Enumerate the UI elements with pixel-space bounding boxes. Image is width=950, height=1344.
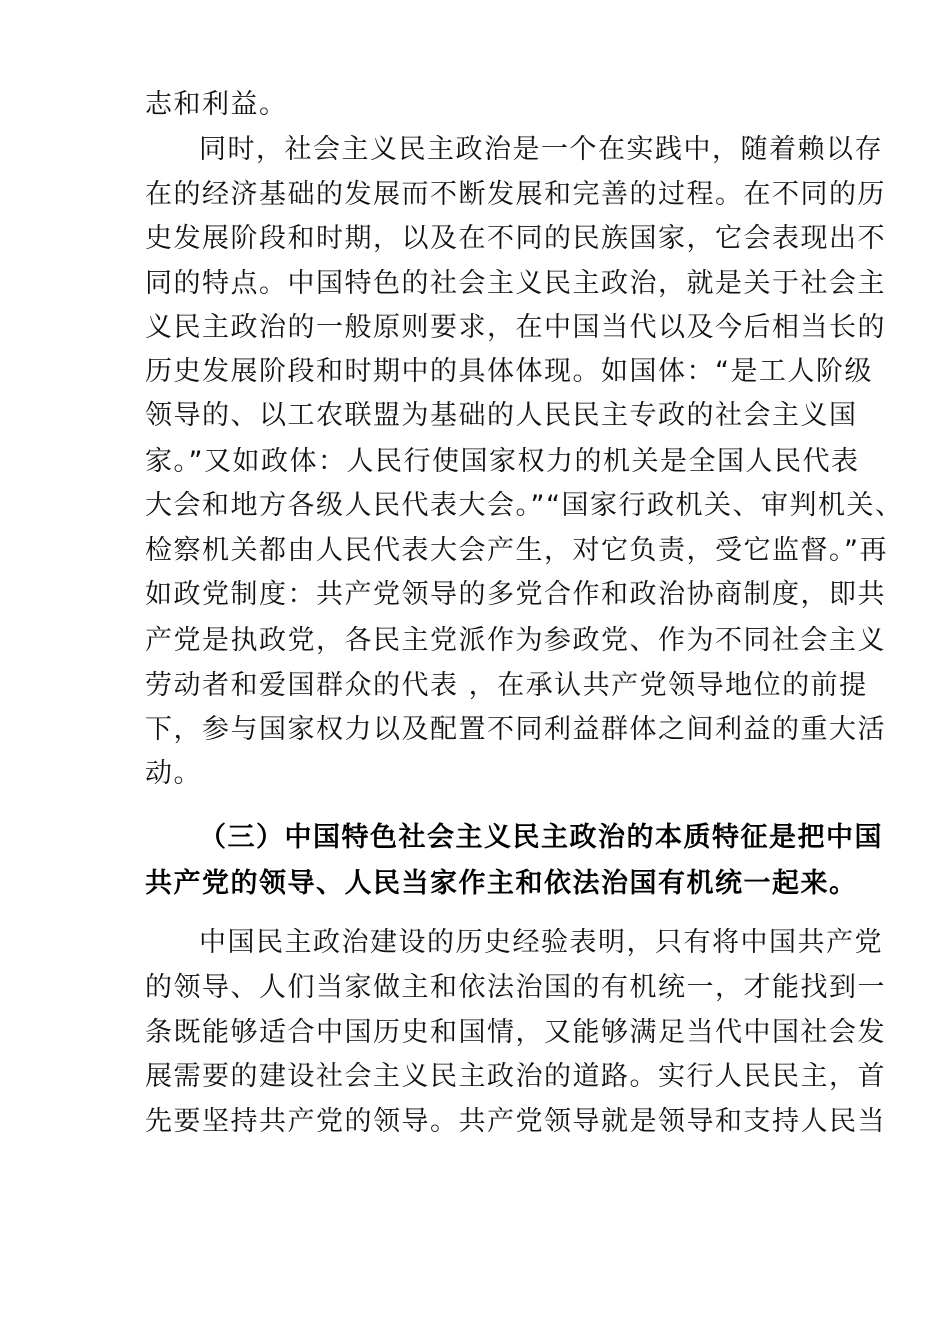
text-line-2: 同时，社会主义民主政治是一个在实践中，随着赖以存 bbox=[199, 134, 883, 165]
text-line-12: 如政党制度：共产党领导的多党合作和政治协商制度，即共 bbox=[145, 579, 886, 610]
text-line-19: 中国民主政治建设的历史经验表明，只有将中国共产党 bbox=[199, 927, 883, 958]
text-line-8: 领导的、以工农联盟为基础的人民民主专政的社会主义国 bbox=[145, 400, 858, 431]
text-line-7: 历史发展阶段和时期中的具体体现。如国体：“是工人阶级 bbox=[145, 356, 873, 387]
text-line-9: 家。”又如政体：人民行使国家权力的机关是全国人民代表 bbox=[145, 446, 860, 477]
text-line-22: 展需要的建设社会主义民主政治的道路。实行人民民主，首 bbox=[145, 1061, 886, 1092]
text-line-14: 劳动者和爱国群众的代表 ，在承认共产党领导地位的前提 bbox=[145, 670, 868, 701]
text-line-21: 条既能够适合中国历史和国情，又能够满足当代中国社会发 bbox=[145, 1017, 886, 1048]
text-line-16: 动。 bbox=[145, 758, 202, 789]
text-line-1: 志和利益。 bbox=[145, 89, 288, 120]
text-line-15: 下，参与国家权力以及配置不同利益群体之间利益的重大活 bbox=[145, 714, 886, 745]
text-line-10: 大会和地方各级人民代表大会。”“国家行政机关、审判机关、 bbox=[145, 490, 904, 521]
text-line-13: 产党是执政党，各民主党派作为参政党、作为不同社会主义 bbox=[145, 625, 886, 656]
text-line-4: 史发展阶段和时期，以及在不同的民族国家，它会表现出不 bbox=[145, 223, 886, 254]
text-line-3: 在的经济基础的发展而不断发展和完善的过程。在不同的历 bbox=[145, 179, 886, 210]
text-line-20: 的领导、人们当家做主和依法治国的有机统一，才能找到一 bbox=[145, 972, 886, 1003]
section-heading-line-1: （三）中国特色社会主义民主政治的本质特征是把中国 bbox=[199, 822, 883, 853]
section-heading-line-2: 共产党的领导、人民当家作主和依法治国有机统一起来。 bbox=[145, 868, 858, 899]
text-line-23: 先要坚持共产党的领导。共产党领导就是领导和支持人民当 bbox=[145, 1106, 886, 1137]
text-line-6: 义民主政治的一般原则要求，在中国当代以及今后相当长的 bbox=[145, 312, 886, 343]
text-line-5: 同的特点。中国特色的社会主义民主政治，就是关于社会主 bbox=[145, 268, 886, 299]
text-line-11: 检察机关都由人民代表大会产生，对它负责，受它监督。”再 bbox=[145, 535, 888, 566]
